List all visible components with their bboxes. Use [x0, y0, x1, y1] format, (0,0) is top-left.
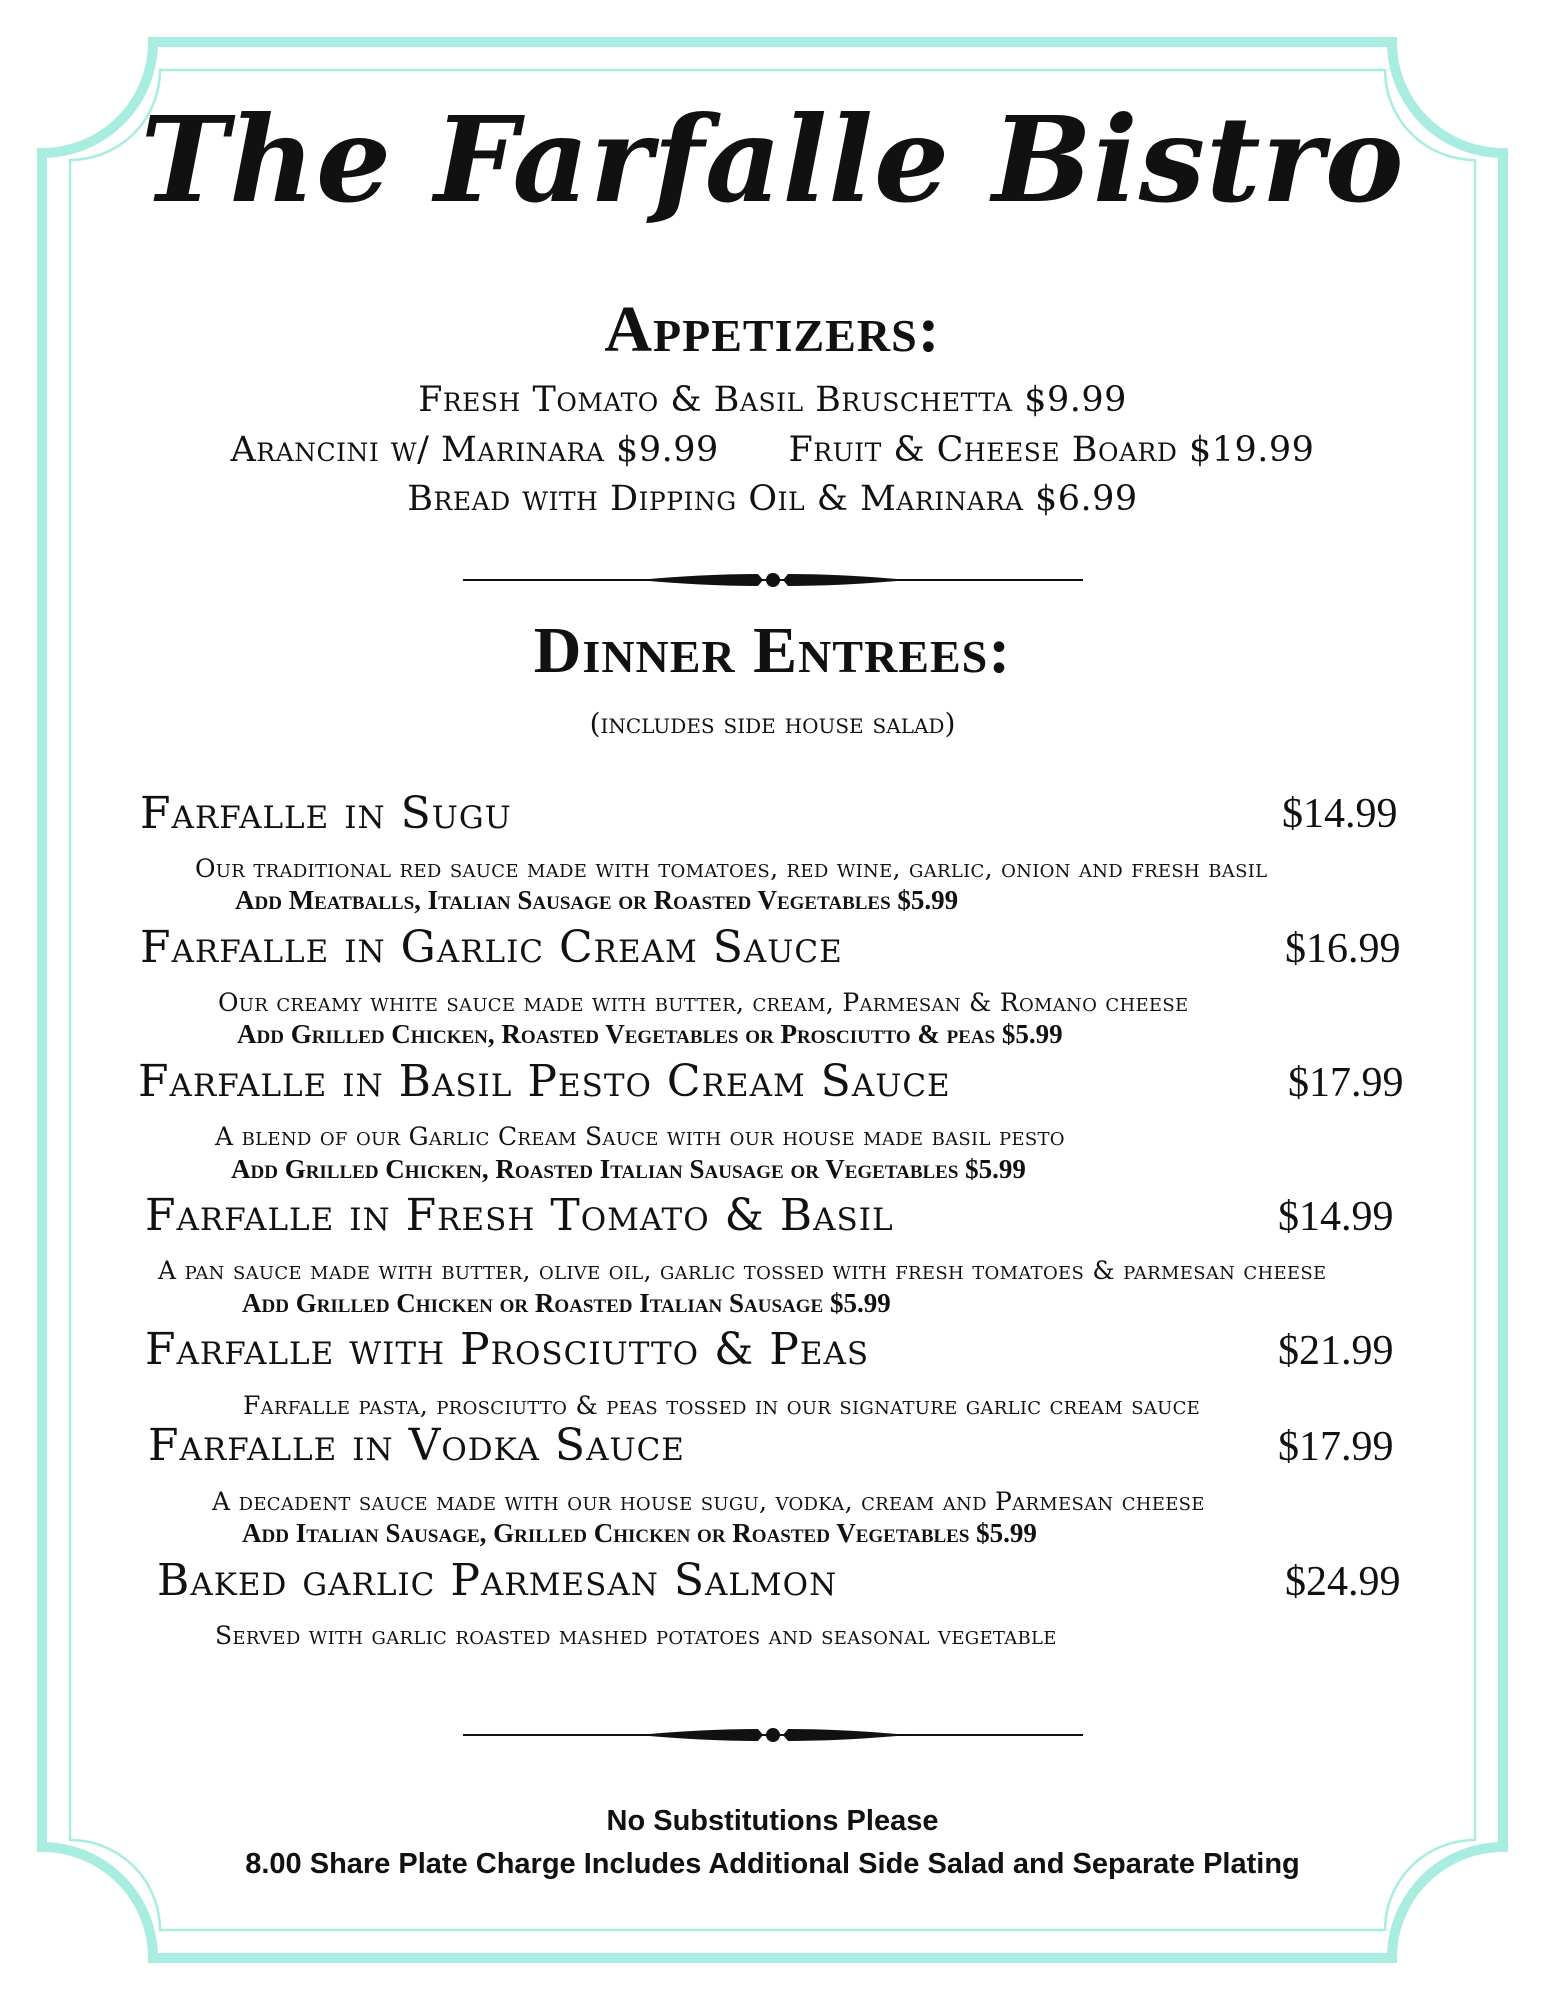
ornamental-divider: [463, 568, 1083, 592]
entree-price: $17.99: [1278, 1424, 1394, 1470]
entree-addon: Add Meatballs, Italian Sausage or Roasted Vegetables $5.99: [235, 885, 959, 915]
entree-name: Farfalle in Fresh Tomato & Basil: [145, 1190, 894, 1241]
entree-name: Baked garlic Parmesan Salmon: [157, 1555, 838, 1606]
appetizer-line-2: Arancini w/ Marinara $9.99 Fruit & Cheese Board $19.99: [230, 430, 1315, 470]
entree-description: A blend of our Garlic Cream Sauce with our house made basil pesto: [215, 1122, 1065, 1151]
entree-description: Served with garlic roasted mashed potatoes and seasonal vegetable: [215, 1621, 1057, 1650]
ornamental-divider: [463, 1723, 1083, 1747]
dinner-entrees-heading: Dinner Entrees:: [533, 614, 1012, 687]
entree-addon: Add Grilled Chicken, Roasted Italian Sausage or Vegetables $5.99: [231, 1154, 1026, 1184]
entree-price: $14.99: [1282, 791, 1398, 837]
restaurant-title: The Farfalle Bistro: [140, 90, 1405, 229]
footer-share-plate-charge: 8.00 Share Plate Charge Includes Additional Side Salad and Separate Plating: [245, 1848, 1300, 1880]
entree-name: Farfalle in Garlic Cream Sauce: [140, 922, 843, 973]
entree-price: $24.99: [1285, 1559, 1401, 1605]
entree-name: Farfalle with Prosciutto & Peas: [145, 1324, 870, 1375]
entree-price: $16.99: [1285, 926, 1401, 972]
entrees-note: (includes side house salad): [589, 707, 956, 740]
entree-price: $14.99: [1278, 1194, 1394, 1240]
entree-price: $17.99: [1288, 1060, 1404, 1106]
entree-description: A decadent sauce made with our house sugu, vodka, cream and Parmesan cheese: [212, 1487, 1205, 1516]
entree-name: Farfalle in Vodka Sauce: [148, 1420, 685, 1471]
appetizer-line-3: Bread with Dipping Oil & Marinara $6.99: [407, 479, 1138, 519]
entree-description: Our traditional red sauce made with tomatoes, red wine, garlic, onion and fresh basil: [195, 854, 1268, 883]
entree-description: A pan sauce made with butter, olive oil, garlic tossed with fresh tomatoes & parmesan cheese: [158, 1256, 1327, 1285]
entree-addon: Add Grilled Chicken or Roasted Italian Sausage $5.99: [242, 1288, 891, 1318]
entree-addon: Add Italian Sausage, Grilled Chicken or Roasted Vegetables $5.99: [242, 1518, 1037, 1548]
appetizers-heading: Appetizers:: [604, 293, 941, 366]
entree-name: Farfalle in Basil Pesto Cream Sauce: [138, 1056, 951, 1107]
footer-no-substitutions: No Substitutions Please: [606, 1805, 939, 1837]
appetizer-line-1: Fresh Tomato & Basil Bruschetta $9.99: [418, 380, 1127, 420]
entree-description: Our creamy white sauce made with butter, cream, Parmesan & Romano cheese: [218, 988, 1189, 1017]
entree-name: Farfalle in Sugu: [140, 788, 512, 839]
entree-addon: Add Grilled Chicken, Roasted Vegetables or Prosciutto & peas $5.99: [237, 1019, 1063, 1049]
entree-description: Farfalle pasta, prosciutto & peas tossed in our signature garlic cream sauce: [243, 1391, 1201, 1420]
entree-price: $21.99: [1278, 1328, 1394, 1374]
